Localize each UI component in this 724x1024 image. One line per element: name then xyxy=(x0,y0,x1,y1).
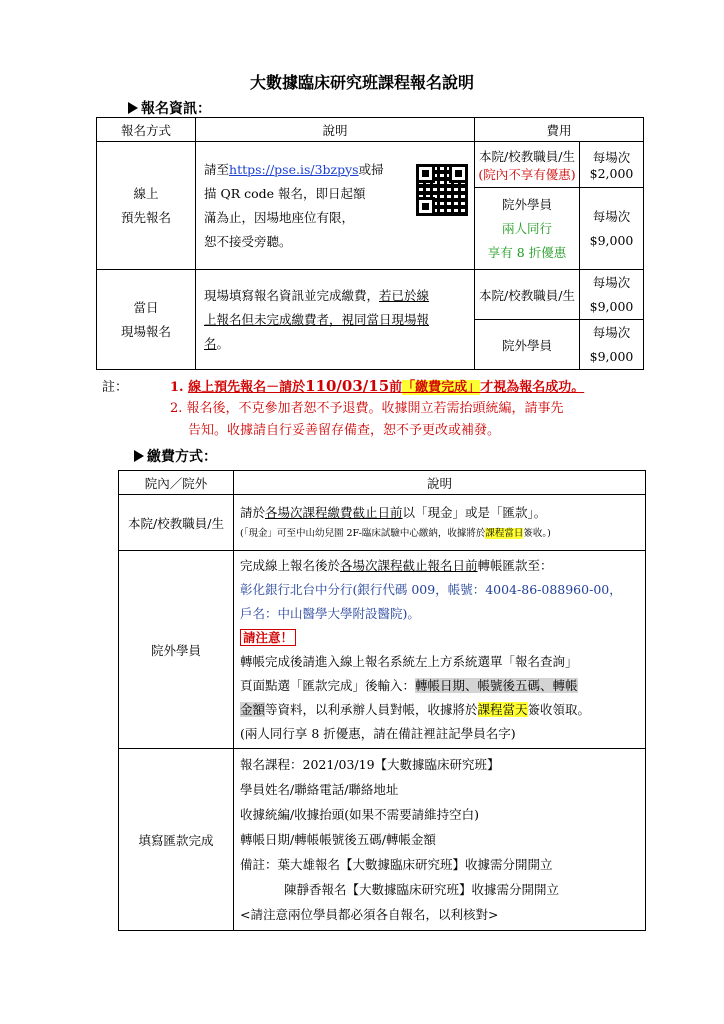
note-1: 1. 線上預先報名－請於110/03/15前「繳費完成」才視為報名成功。 xyxy=(170,377,585,395)
online-label-2: 預先報名 xyxy=(120,209,171,225)
header-description: 說明 xyxy=(234,471,646,495)
notes-label: 註： xyxy=(102,380,129,395)
header-fee: 費用 xyxy=(475,118,644,142)
onsite-method-cell: 當日 現場報名 xyxy=(97,270,196,370)
triangle-bullet-icon xyxy=(128,102,138,114)
promo-text-2: 享有 8 折優惠 xyxy=(487,244,567,260)
onsite-external-label-cell: 院外學員 xyxy=(475,320,580,370)
staff-price-cell: 每場次 $2,000 xyxy=(580,142,644,188)
external-label-cell: 院外學員 xyxy=(119,551,234,749)
onsite-external-price-cell: 每場次 $9,000 xyxy=(580,320,644,370)
external-price-cell: 每場次 $9,000 xyxy=(580,188,644,270)
online-label-1: 線上 xyxy=(133,185,159,201)
external-payment-cell: 完成線上報名後於各場次課程截止報名日前轉帳匯款至： 彰化銀行北台中分行(銀行代碼 009，帳號：4004-86-088960-00， 戶名：中山醫學大學附設醫院)。 請注意！ 轉帳完成後請進入線上報名系統左上方系統選單「報名查詢」 頁面點選「匯款完成」後輸入：轉帳日期、帳號後五碼、轉帳 金額等資料，以利承辦人員對帳，收據將於課程當天簽收領取。 (兩人同行享 8 折優惠，請在備註裡註記學員名字) xyxy=(234,551,646,749)
account-name-line: 戶名：中山醫學大學附設醫院)。 xyxy=(240,605,420,621)
staff-payment-cell: 請於各場次課程繳費截止日前以「現金」或是「匯款」。 (「現金」可至中山幼兒園 2F-臨床試驗中心繳納，收據將於課程當日簽收。) xyxy=(234,495,646,551)
online-description-cell: 請至https://pse.is/3bzpys或掃 描 QR code 報名，即日起額 滿為止，因場地座位有限， 恕不接受旁聽。 xyxy=(196,142,475,270)
staff-label-cell: 本院/校教職員/生 xyxy=(119,495,234,551)
attention-label: 請注意！ xyxy=(240,629,296,646)
header-method: 報名方式 xyxy=(97,118,196,142)
note-2: 2. 報名後，不克參加者恕不予退費。收據開立若需抬頭統編，請事先 告知。收據請自行妥善留存備查，恕不予更改或補發。 xyxy=(170,401,564,438)
payment-table xyxy=(118,470,646,931)
onsite-staff-label-cell: 本院/校教職員/生 xyxy=(475,270,580,320)
staff-no-discount-note: (院內不享有優惠) xyxy=(478,166,576,182)
promo-text-1: 兩人同行 xyxy=(501,220,552,236)
registration-table xyxy=(96,117,644,370)
deadline-date: 110/03/15 xyxy=(305,377,390,395)
section-registration-info xyxy=(128,98,211,118)
external-fee-label-cell: 院外學員 兩人同行 享有 8 折優惠 xyxy=(475,188,580,270)
section-payment-method xyxy=(134,446,217,466)
header-who: 院內／院外 xyxy=(119,471,234,495)
price-staff: $2,000 xyxy=(589,166,634,181)
registration-link[interactable]: https://pse.is/3bzpys xyxy=(229,161,359,177)
bank-account-line: 彰化銀行北台中分行(銀行代碼 009，帳號：4004-86-088960-00， xyxy=(240,581,622,597)
page-title: 大數據臨床研究班課程報名說明 xyxy=(249,73,474,92)
staff-fee-label-cell: 本院/校教職員/生 (院內不享有優惠) xyxy=(475,142,580,188)
header-description: 說明 xyxy=(196,118,475,142)
online-method-cell xyxy=(97,142,196,270)
fill-label-cell: 填寫匯款完成 xyxy=(119,749,234,931)
onsite-description-cell: 現場填寫報名資訊並完成繳費，若已於線 上報名但未完成繳費者，視同當日現場報 名。 xyxy=(196,270,475,370)
section-payment-label: 繳費方式： xyxy=(147,449,217,465)
onsite-staff-price-cell: 每場次 $9,000 xyxy=(580,270,644,320)
qr-code-icon[interactable] xyxy=(416,164,468,216)
fill-template-cell: 報名課程：2021/03/19【大數據臨床研究班】 學員姓名/聯絡電話/聯絡地址 收據統編/收據抬頭(如果不需要請維持空白) 轉帳日期/轉帳帳號後五碼/轉帳金額 備註：葉大雄報名【大數據臨床研究班】收據需分開開立 陳靜香報名【大數據臨床研究班】收據需分開開立 <請注意兩位學員都必須各自報名，以利核對> xyxy=(234,749,646,931)
section-registration-label: 報名資訊： xyxy=(141,101,211,117)
triangle-bullet-icon xyxy=(134,450,144,462)
